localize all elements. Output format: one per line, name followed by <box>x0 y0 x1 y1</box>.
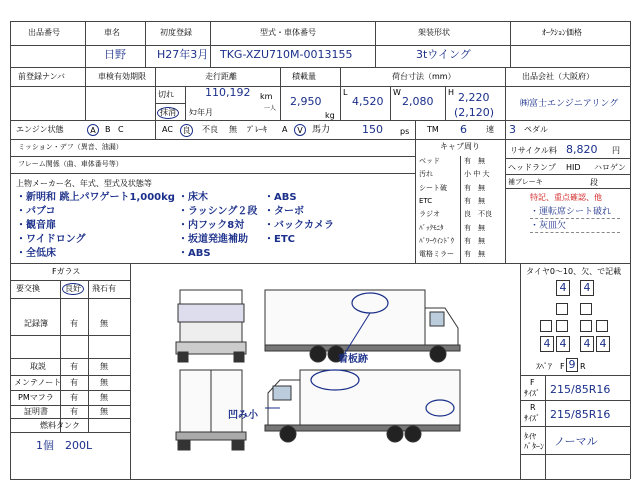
cab-item-label: シート破 <box>419 183 447 192</box>
label-bed-dims: 荷台寸法（mm） <box>392 72 456 81</box>
glass-label: Fガラス <box>52 267 81 276</box>
load-unit: kg <box>325 111 335 120</box>
pedal-unit: ペダル <box>524 125 548 134</box>
tm-label: TM <box>427 125 439 134</box>
pattern-value: ノーマル <box>554 435 598 448</box>
tire-rl-out: 4 <box>540 336 554 352</box>
mileage-value: 110,192 <box>205 86 251 99</box>
tires-title: タイヤ0～10、欠、で記載 <box>526 267 622 276</box>
torisetsu-label: 取説 <box>30 362 46 371</box>
yokokan-label: 要交換 <box>16 284 40 293</box>
kiri-label: 切れ <box>158 90 174 99</box>
kiroku-ari: 有 <box>70 319 78 328</box>
pm-nashi: 無 <box>100 393 108 402</box>
hoka-nen-label: ﾀｺ年月 <box>189 108 213 117</box>
spare-r: R <box>580 362 586 371</box>
cab-item-options: 有 無 <box>464 183 485 192</box>
tire-fr: 4 <box>580 280 594 296</box>
recycle-label: リサイクル料 <box>510 146 557 155</box>
headlamp-label: ヘッドランプ <box>508 163 556 172</box>
torisetsu-ari: 有 <box>70 362 78 371</box>
torisetsu-nashi: 無 <box>100 362 108 371</box>
tire-rr-out: 4 <box>596 336 610 352</box>
hp-value: 150 <box>362 123 383 136</box>
label-lot-number: 出品番号 <box>28 28 60 37</box>
r-size-value: 215/85R16 <box>550 408 611 421</box>
first-reg-value: H27年3月 <box>157 48 209 61</box>
cab-item-options: 有 無 <box>464 236 485 245</box>
cab-item-label: ﾊﾟﾜｰｳｲﾝﾄﾞｳ <box>419 236 454 245</box>
tire-empty-5 <box>580 320 592 332</box>
dim-w-label: W <box>393 88 401 97</box>
pm-label: PMマフラ <box>18 393 54 402</box>
shomei-label: 証明書 <box>24 407 48 416</box>
label-mileage: 走行距離 <box>205 72 237 81</box>
cab-item-options: 小 中 大 <box>464 170 490 179</box>
truck-side-view-lower <box>265 370 460 442</box>
hp-unit: ps <box>400 127 410 136</box>
truck-front-view <box>176 290 246 362</box>
r-size-r: R <box>530 403 536 412</box>
remark-item-1: ・運転席シート破れ <box>530 207 612 217</box>
equip-7: ・ラッシング２段 <box>178 206 258 217</box>
cab-item-label: ベッド <box>419 157 440 165</box>
spare-value: 9 <box>566 358 578 372</box>
ac-none: 無 <box>229 125 237 134</box>
fuel-label: 燃料タンク <box>40 421 80 430</box>
dim-l-value: 4,520 <box>352 95 384 108</box>
ryoko-label: 良好 <box>62 283 84 295</box>
r-size-label: ｻｲｽﾞ <box>524 414 540 423</box>
label-load: 積載量 <box>292 72 316 81</box>
pedal-value: 3 <box>509 123 516 136</box>
ichinin-label: 一人 <box>264 105 277 112</box>
engine-grade-a: A <box>87 124 99 136</box>
dim-h2-value: (2,120) <box>454 106 495 119</box>
tire-empty-6 <box>596 320 608 332</box>
remarks-title: 特記、重点確認、他 <box>530 193 602 202</box>
cab-item-options: 有 無 <box>464 223 485 232</box>
mission-label: ミッション・デフ（異音、油漏） <box>18 143 123 151</box>
cab-item-options: 有 無 <box>464 196 485 205</box>
body-type-value: 3tウイング <box>416 48 471 61</box>
dim-w-value: 2,080 <box>402 95 434 108</box>
spare-label: ｽﾍﾟｱ <box>536 362 552 371</box>
label-car-name: 車名 <box>104 28 120 37</box>
cab-item-options: 良 不良 <box>464 210 492 219</box>
label-prev-plate: 前登録ナンバ <box>18 72 66 81</box>
headlamp-hid: HID <box>566 163 581 172</box>
engine-label: エンジン状態 <box>16 125 64 134</box>
kiroku-nashi: 無 <box>100 319 108 328</box>
recycle-value: 8,820 <box>566 143 598 156</box>
hp-label: 馬力 <box>312 125 331 135</box>
maker-value: 日野 <box>104 48 126 61</box>
equip-3: ・観音扉 <box>16 220 56 231</box>
mileage-unit: km <box>260 92 273 101</box>
tm-speed: 6 <box>460 123 467 136</box>
tire-empty-2 <box>580 303 592 315</box>
cab-item-label: ETC <box>419 196 433 205</box>
kaisho-label: 抹消 <box>157 107 179 119</box>
tire-empty-1 <box>556 303 568 315</box>
seller-company: ㈱富士エンジニアリング <box>520 99 619 109</box>
shomei-ari: 有 <box>70 407 78 416</box>
tire-fl: 4 <box>556 280 570 296</box>
truck-side-view-upper <box>265 290 460 362</box>
cab-item-options: 有 無 <box>464 250 485 259</box>
dim-h-label: H <box>448 88 455 97</box>
equip-1: ・新明和 跳上パワゲート1,000kg <box>16 192 175 203</box>
tm-speed-unit: 速 <box>486 125 494 134</box>
cab-item-label: 汚れ <box>419 170 433 179</box>
equip-10: ・ABS <box>178 248 211 259</box>
label-body-type: 架装形状 <box>418 28 450 37</box>
cab-item-label: ラジオ <box>419 210 440 219</box>
equip-11: ・ABS <box>264 192 297 203</box>
brake-v: V <box>294 124 306 136</box>
engine-grade-c: C <box>118 125 124 134</box>
fuel-value: 1個 200L <box>36 439 93 452</box>
cab-item-label: ﾊﾞｯｸﾓﾆﾀ <box>419 223 444 232</box>
tire-empty-4 <box>556 320 568 332</box>
equip-5: ・全低床 <box>16 248 56 259</box>
kanban-label: 看板跡 <box>338 354 368 365</box>
tobiishi-label: 飛石有 <box>92 284 116 293</box>
ac-bad: 不良 <box>202 125 218 134</box>
frame-label: フレーム関係（曲、車体番号等） <box>18 160 123 168</box>
f-size-value: 215/85R16 <box>550 383 611 396</box>
load-value: 2,950 <box>290 95 322 108</box>
pm-ari: 有 <box>70 393 78 402</box>
f-size-f: F <box>530 378 535 387</box>
equip-8: ・内フック8対 <box>178 220 245 231</box>
pattern-label: ﾀｲﾔ ﾊﾟﾀｰﾝ <box>524 432 544 451</box>
truck-diagram <box>140 268 515 478</box>
dim-l-label: L <box>343 88 348 97</box>
dim-h-value: 2,220 <box>458 91 490 104</box>
label-auction-price: ｵｰｸｼｮﾝ価格 <box>542 28 582 37</box>
remark-item-2: ・灰皿欠 <box>530 221 567 231</box>
cab-title: キャブ周り <box>440 142 480 151</box>
equip-4: ・ワイドロング <box>16 234 86 245</box>
mente-ari: 有 <box>70 378 78 387</box>
equip-14: ・ETC <box>264 234 295 245</box>
equipment-title: 上物メーカー名、年式、型式及状態等 <box>16 179 152 188</box>
kiroku-label: 記録簿 <box>24 319 48 328</box>
tire-empty-3 <box>540 320 552 332</box>
headlamp-halogen: ハロゲン <box>594 163 626 172</box>
equip-13: ・バックカメラ <box>264 220 334 231</box>
equip-2: ・パブコ <box>16 206 56 217</box>
tire-rl-in: 4 <box>556 336 570 352</box>
aux-brake-label: 補ブレーキ <box>508 178 543 186</box>
label-inspection: 車検有効期限 <box>98 72 146 81</box>
aux-brake-value: 段 <box>590 178 598 187</box>
model-serial-value: TKG-XZU710M-0013155 <box>220 48 353 61</box>
brake-a: A <box>282 125 288 134</box>
cab-item-label: 電格ミラー <box>419 250 454 259</box>
label-first-reg: 初度登録 <box>160 28 192 37</box>
mente-label: メンテノート <box>14 378 62 387</box>
ac-label: AC <box>162 125 173 134</box>
spare-f: F <box>560 362 565 371</box>
label-seller: 出品会社（大阪府） <box>522 72 594 81</box>
ac-good: 良 <box>180 124 193 137</box>
recycle-unit: 円 <box>612 146 620 155</box>
hekomi-label: 凹み小 <box>228 410 258 421</box>
label-model-serial: 型式・車体番号 <box>260 28 316 37</box>
f-size-label: ｻｲｽﾞ <box>524 389 540 398</box>
brake-label: ﾌﾟﾚｰｷ <box>247 125 267 134</box>
equip-12: ・ターボ <box>264 206 304 217</box>
tire-rr-in: 4 <box>580 336 594 352</box>
mente-nashi: 無 <box>100 378 108 387</box>
equip-9: ・坂道発進補助 <box>178 234 248 245</box>
cab-item-options: 有 無 <box>464 157 485 165</box>
shomei-nashi: 無 <box>100 407 108 416</box>
engine-grade-b: B <box>105 125 111 134</box>
equip-6: ・床木 <box>178 192 208 203</box>
